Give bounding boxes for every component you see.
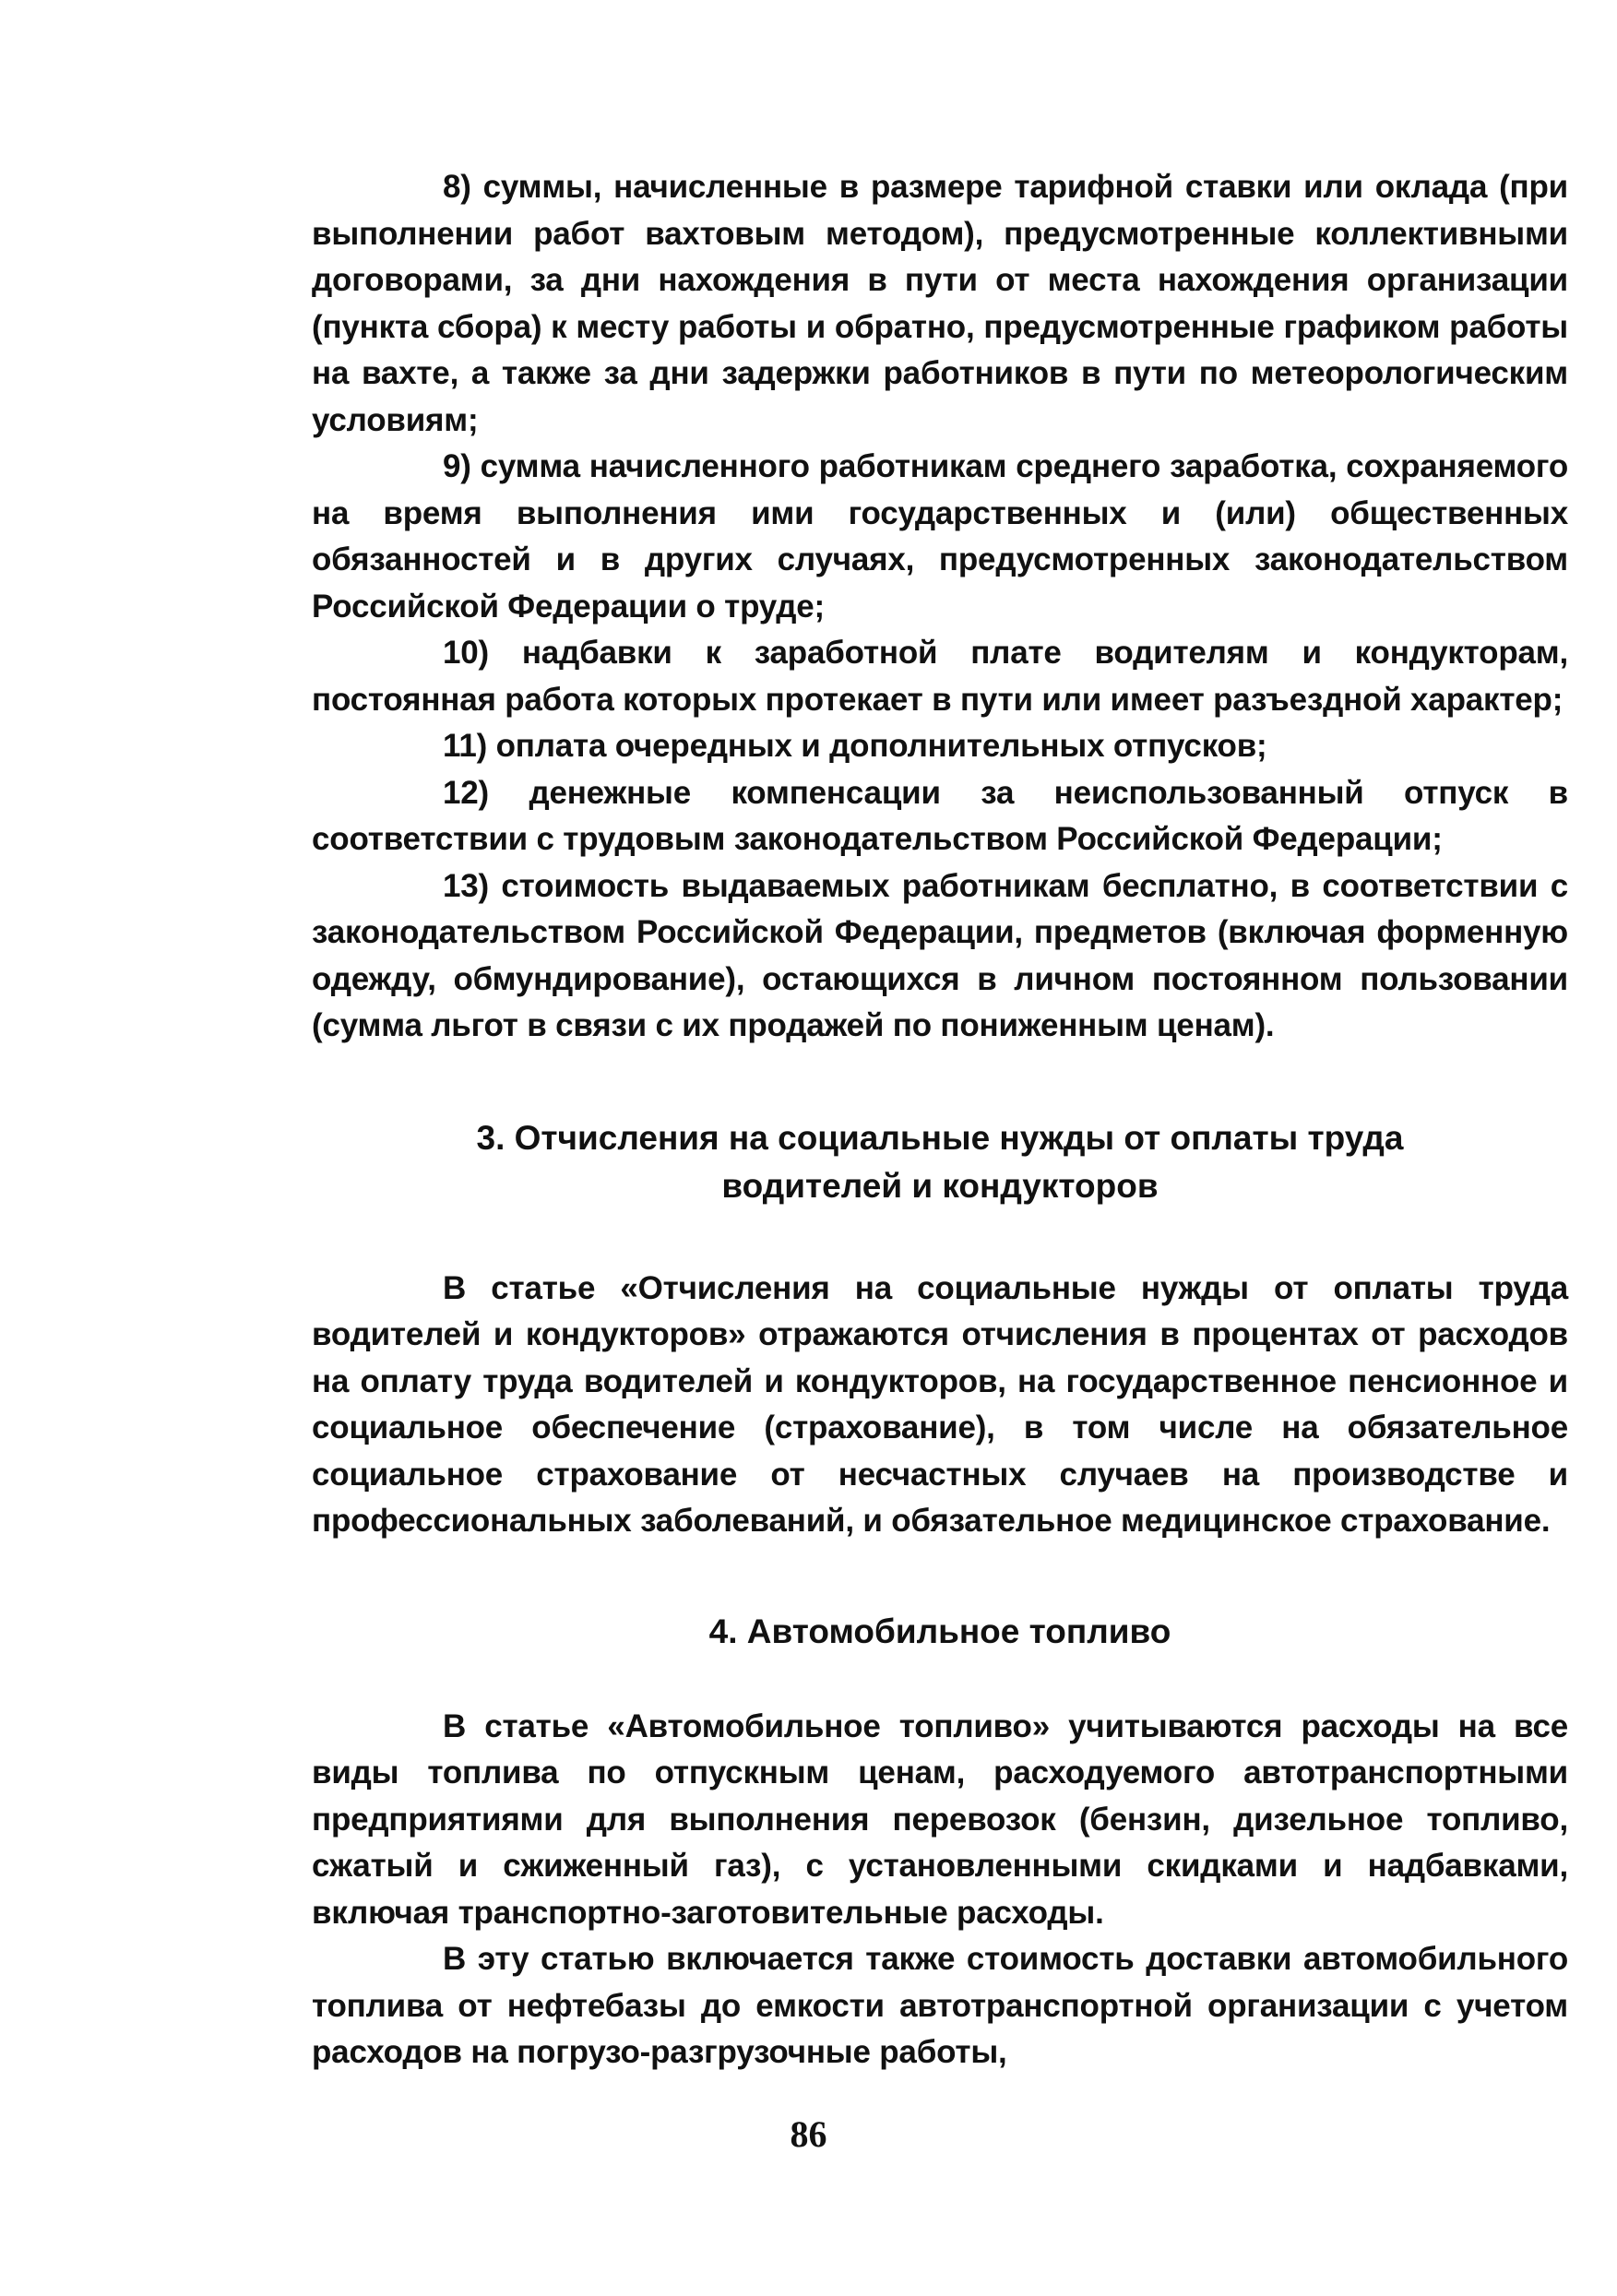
list-item-13: 13) стоимость выдаваемых работникам бесплатно, в соответствии с законодательством Российской Федерации, предметов (включая форменную одежду, обмундирование), остающихся в личном постоянном пользовании (сумма льгот в связи с их продажей по пониженным ценам). bbox=[312, 867, 1568, 1043]
page-number: 86 bbox=[790, 2113, 827, 2155]
section-3-paragraph: В статье «Отчисления на социальные нужды от оплаты труда водителей и кондукторов» отражаются отчисления в процентах от расходов на оплату труда водителей и кондукторов, на государственное пенсионное и социальное обеспечение (страхование), в том числе на обязательное социальное страхование от несчастных случаев на производстве и профессиональных заболеваний, и обязательное медицинское страхование. bbox=[312, 1269, 1568, 1539]
list-item-12: 12) денежные компенсации за неиспользованный отпуск в соответствии с трудовым законодательством Российской Федерации; bbox=[312, 774, 1568, 857]
section-4-heading: 4. Автомобильное топливо bbox=[708, 1612, 1171, 1650]
list-item-10: 10) надбавки к заработной плате водителям и кондукторам, постоянная работа которых протекает в пути или имеет разъездной характер; bbox=[312, 635, 1568, 718]
document-page bbox=[312, 164, 1568, 2076]
section-3-heading-line2: водителей и кондукторов bbox=[721, 1166, 1159, 1205]
section-4-paragraph-2: В эту статью включается также стоимость доставки автомобильного топлива от нефтебазы до емкости автотранспортной организации с учетом расходов на погрузо-разгрузочные работы, bbox=[312, 1941, 1568, 2070]
list-item-11: 11) оплата очередных и дополнительных отпусков; bbox=[443, 728, 1267, 764]
list-item-8: 8) суммы, начисленные в размере тарифной ставки или оклада (при выполнении работ вахтовым методом), предусмотренные коллективными договорами, за дни нахождения в пути от места нахождения организации (пункта сбора) к месту работы и обратно, предусмотренные графиком работы на вахте, а также за дни задержки работников в пути по метеорологическим условиям; bbox=[312, 169, 1568, 438]
section-3-heading bbox=[312, 1114, 1568, 1210]
list-item-9: 9) сумма начисленного работникам среднего заработка, сохраняемого на время выполнения ими государственных и (или) общественных обязанностей и в других случаях, предусмотренных законодательством Российской Федерации о труде; bbox=[312, 448, 1568, 625]
section-4-paragraph-1: В статье «Автомобильное топливо» учитываются расходы на все виды топлива по отпускным ценам, расходуемого автотранспортными предприятиями для выполнения перевозок (бензин, дизельное топливо, сжатый и сжиженный газ), с установленными скидками и надбавками, включая транспортно-заготовительные расходы. bbox=[312, 1707, 1568, 1931]
section-3-heading-line1: 3. Отчисления на социальные нужды от оплаты труда bbox=[476, 1118, 1404, 1157]
